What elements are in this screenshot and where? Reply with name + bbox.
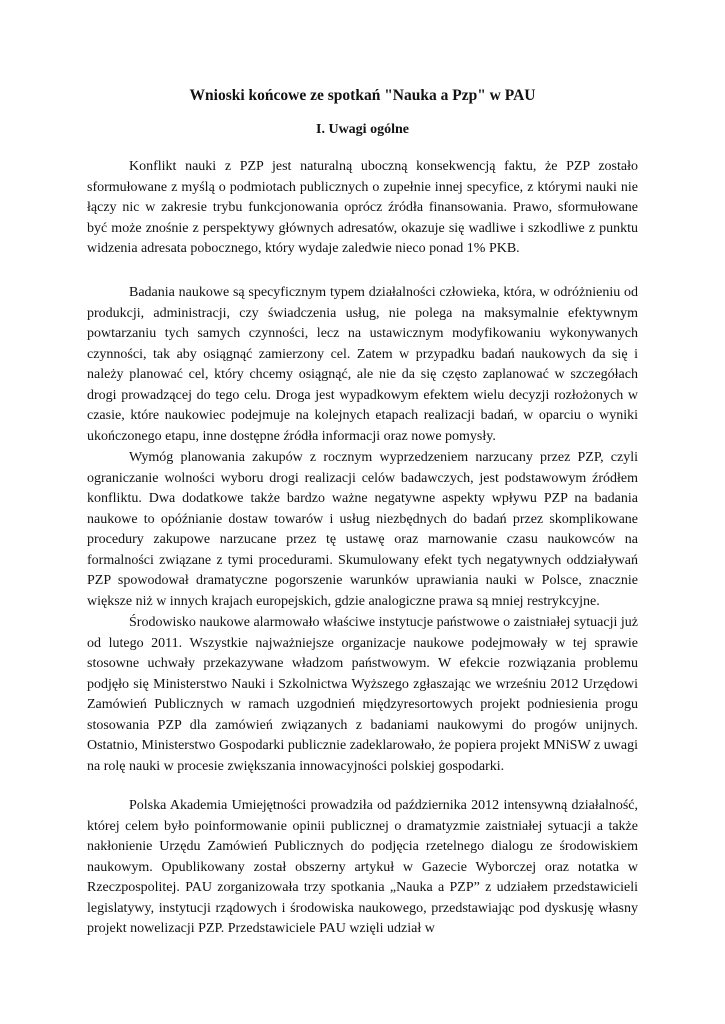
paragraph: Środowisko naukowe alarmowało właściwe instytucje państwowe o zaistniałej sytuacji już od lutego 2011. Wszystkie najważniejsze organizacje naukowe podejmowały w tej sprawie stosowne uchwały przekazywane władzom państwowym. W efekcie rozwiązania problemu podjęło się Ministerstwo Nauki i Szkolnictwa Wyższego zgłaszając we wrześniu 2012 Urzędowi Zamówień Publicznych w ramach uzgodnień międzyresortowych projekt podniesienia progu stosowania PZP dla zamówień związanych z badaniami naukowymi do progów unijnych. Ostatnio, Ministerstwo Gospodarki publicznie zadeklarowało, że popiera projekt MNiSW z uwagi na rolę nauki w procesie zwiększania innowacyjności polskiej gospodarki. — [87, 615, 638, 774]
paragraph: Polska Akademia Umiejętności prowadziła od października 2012 intensywną działalność, której celem było poinformowanie opinii publicznej o dramatyzmie zaistniałej sytuacji a także nakłonienie Urzędu Zamówień Publicznych do podjęcia rzetelnego dialogu ze środowiskiem naukowym. Opublikowany został obszerny artykuł w Gazecie Wyborczej oraz notatka w Rzeczpospolitej. PAU zorganizowała trzy spotkania „Nauka a PZP” z udziałem przedstawicieli legislatywy, instytucji rządowych i środowiska naukowego, przedstawiając pod dyskusję własny projekt nowelizacji PZP. Przedstawiciele PAU wzięli udział w — [87, 798, 638, 936]
paragraph: Badania naukowe są specyficznym typem działalności człowieka, która, w odróżnieniu od produkcji, administracji, czy świadczenia usług, nie polega na maksymalnie efektywnym powtarzaniu tych samych czynności, lecz na ustawicznym modyfikowaniu wykonywanych czynności, tak aby osiągnąć zamierzony cel. Zatem w przypadku badań naukowych da się i należy planować cel, który chcemy osiągnąć, ale nie da się często zaplanować w szczegółach drogi prowadzącej do tego celu. Droga jest wypadkowym efektem wielu decyzji rozłożonych w czasie, które naukowiec podejmuje na kolejnych etapach realizacji badań, w oparciu o wyniki ukończonego etapu, inne dostępne źródła informacji oraz nowe pomysły. — [87, 285, 638, 444]
document-title: Wnioski końcowe ze spotkań "Nauka a Pzp" w PAU — [189, 87, 536, 104]
section-heading: I. Uwagi ogólne — [316, 122, 409, 137]
paragraph: Konflikt nauki z PZP jest naturalną uboczną konsekwencją faktu, że PZP zostało sformułowane z myślą o podmiotach publicznych o zupełnie innej specyfice, z którymi nauki nie łączy nic w zakresie trybu funkcjonowania oprócz źródła finansowania. Prawo, sformułowane być może znośnie z perspektywy głównych adresatów, okazuje się wadliwe i szkodliwe z punktu widzenia adresata pobocznego, który wydaje zaledwie nieco ponad 1% PKB. — [87, 159, 638, 256]
paragraph: Wymóg planowania zakupów z rocznym wyprzedzeniem narzucany przez PZP, czyli ograniczanie wolności wyboru drogi realizacji celów badawczych, jest podstawowym źródłem konfliktu. Dwa dodatkowe także bardzo ważne negatywne aspekty wpływu PZP na badania naukowe to opóźnianie dostaw towarów i usług niezbędnych do badań przez skomplikowane procedury zakupowe narzucane przez tę ustawę oraz marnowanie czasu naukowców na formalności związane z tymi procedurami. Skumulowany efekt tych negatywnych oddziaływań PZP spowodował dramatyczne pogorszenie warunków uprawiania nauki w Polsce, znacznie większe niż w innych krajach europejskich, gdzie analogiczne prawa są mniej restrykcyjne. — [87, 450, 638, 609]
